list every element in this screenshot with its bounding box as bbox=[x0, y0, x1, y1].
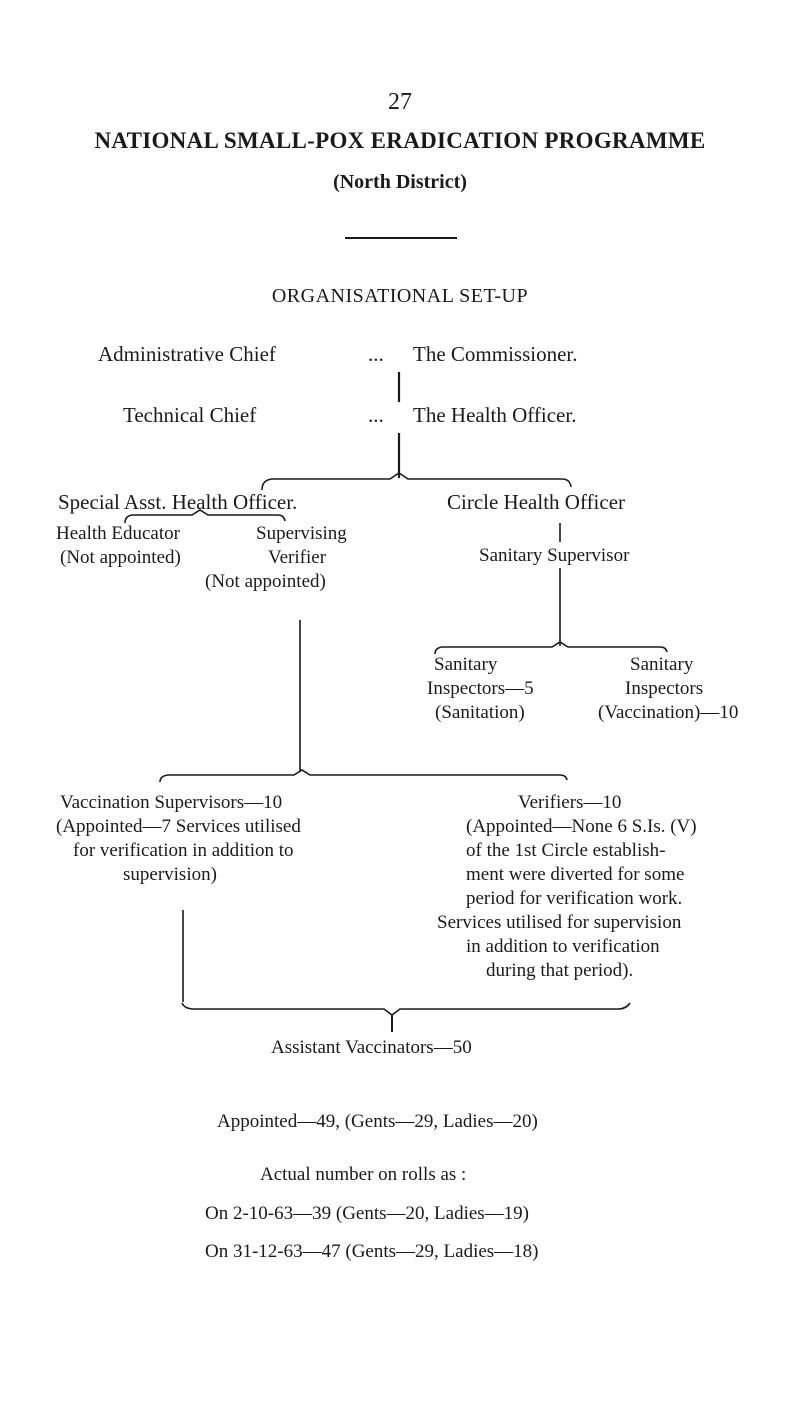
on-rolls-date-1: On 2-10-63—39 (Gents—20, Ladies—19) bbox=[205, 1203, 530, 1224]
technical-chief-dots: ... bbox=[368, 403, 384, 427]
supervising-verifier-line2: Verifier bbox=[268, 547, 327, 568]
administrative-chief-value: The Commissioner. bbox=[413, 342, 578, 366]
section-heading: ORGANISATIONAL SET-UP bbox=[271, 285, 529, 307]
verifiers-line8: during that period). bbox=[486, 960, 634, 981]
verifiers-title: Verifiers—10 bbox=[518, 792, 622, 813]
sanitary-inspectors-sanitation-line1: Sanitary bbox=[434, 654, 498, 675]
document-subtitle: (North District) bbox=[333, 171, 467, 193]
page-number: 27 bbox=[388, 89, 412, 115]
sanitary-inspectors-vaccination-line3: (Vaccination)—10 bbox=[598, 702, 739, 723]
vaccination-supervisors-line2: (Appointed—7 Services utilised bbox=[56, 816, 301, 837]
verifiers-line4: ment were diverted for some bbox=[466, 864, 685, 885]
verifiers-line7: in addition to verification bbox=[466, 936, 660, 957]
verifiers-line2: (Appointed—None 6 S.Is. (V) bbox=[466, 816, 697, 837]
technical-chief-label: Technical Chief bbox=[123, 403, 257, 427]
circle-health-officer: Circle Health Officer bbox=[447, 490, 626, 514]
supervising-verifier-line1: Supervising bbox=[256, 523, 347, 544]
special-asst-health-officer: Special Asst. Health Officer. bbox=[58, 490, 298, 514]
vaccination-supervisors-line3: for verification in addition to bbox=[73, 840, 294, 861]
administrative-chief-dots: ... bbox=[368, 342, 384, 366]
sanitary-inspectors-vaccination-line1: Sanitary bbox=[630, 654, 694, 675]
verifiers-line5: period for verification work. bbox=[466, 888, 683, 909]
technical-chief-value: The Health Officer. bbox=[413, 403, 577, 427]
sanitary-supervisor: Sanitary Supervisor bbox=[479, 545, 630, 566]
sanitary-inspectors-sanitation-line2: Inspectors—5 bbox=[427, 678, 534, 699]
assistant-vaccinators: Assistant Vaccinators—50 bbox=[271, 1037, 472, 1058]
verifiers-line6: Services utilised for supervision bbox=[437, 912, 682, 933]
health-educator-note: (Not appointed) bbox=[60, 547, 181, 568]
health-educator: Health Educator bbox=[56, 523, 180, 544]
sanitary-inspectors-vaccination-line2: Inspectors bbox=[625, 678, 704, 699]
actual-number-note: Actual number on rolls as : bbox=[260, 1164, 467, 1185]
administrative-chief-label: Administrative Chief bbox=[98, 342, 276, 366]
vaccination-supervisors-title: Vaccination Supervisors—10 bbox=[60, 792, 283, 813]
document-title: NATIONAL SMALL-POX ERADICATION PROGRAMME bbox=[94, 128, 706, 153]
supervising-verifier-note: (Not appointed) bbox=[205, 571, 326, 592]
appointed-note: Appointed—49, (Gents—29, Ladies—20) bbox=[217, 1111, 538, 1132]
verifiers-line3: of the 1st Circle establish- bbox=[466, 840, 666, 861]
vaccination-supervisors-line4: supervision) bbox=[123, 864, 217, 885]
sanitary-inspectors-sanitation-line3: (Sanitation) bbox=[435, 702, 525, 723]
on-rolls-date-2: On 31-12-63—47 (Gents—29, Ladies—18) bbox=[205, 1241, 539, 1262]
